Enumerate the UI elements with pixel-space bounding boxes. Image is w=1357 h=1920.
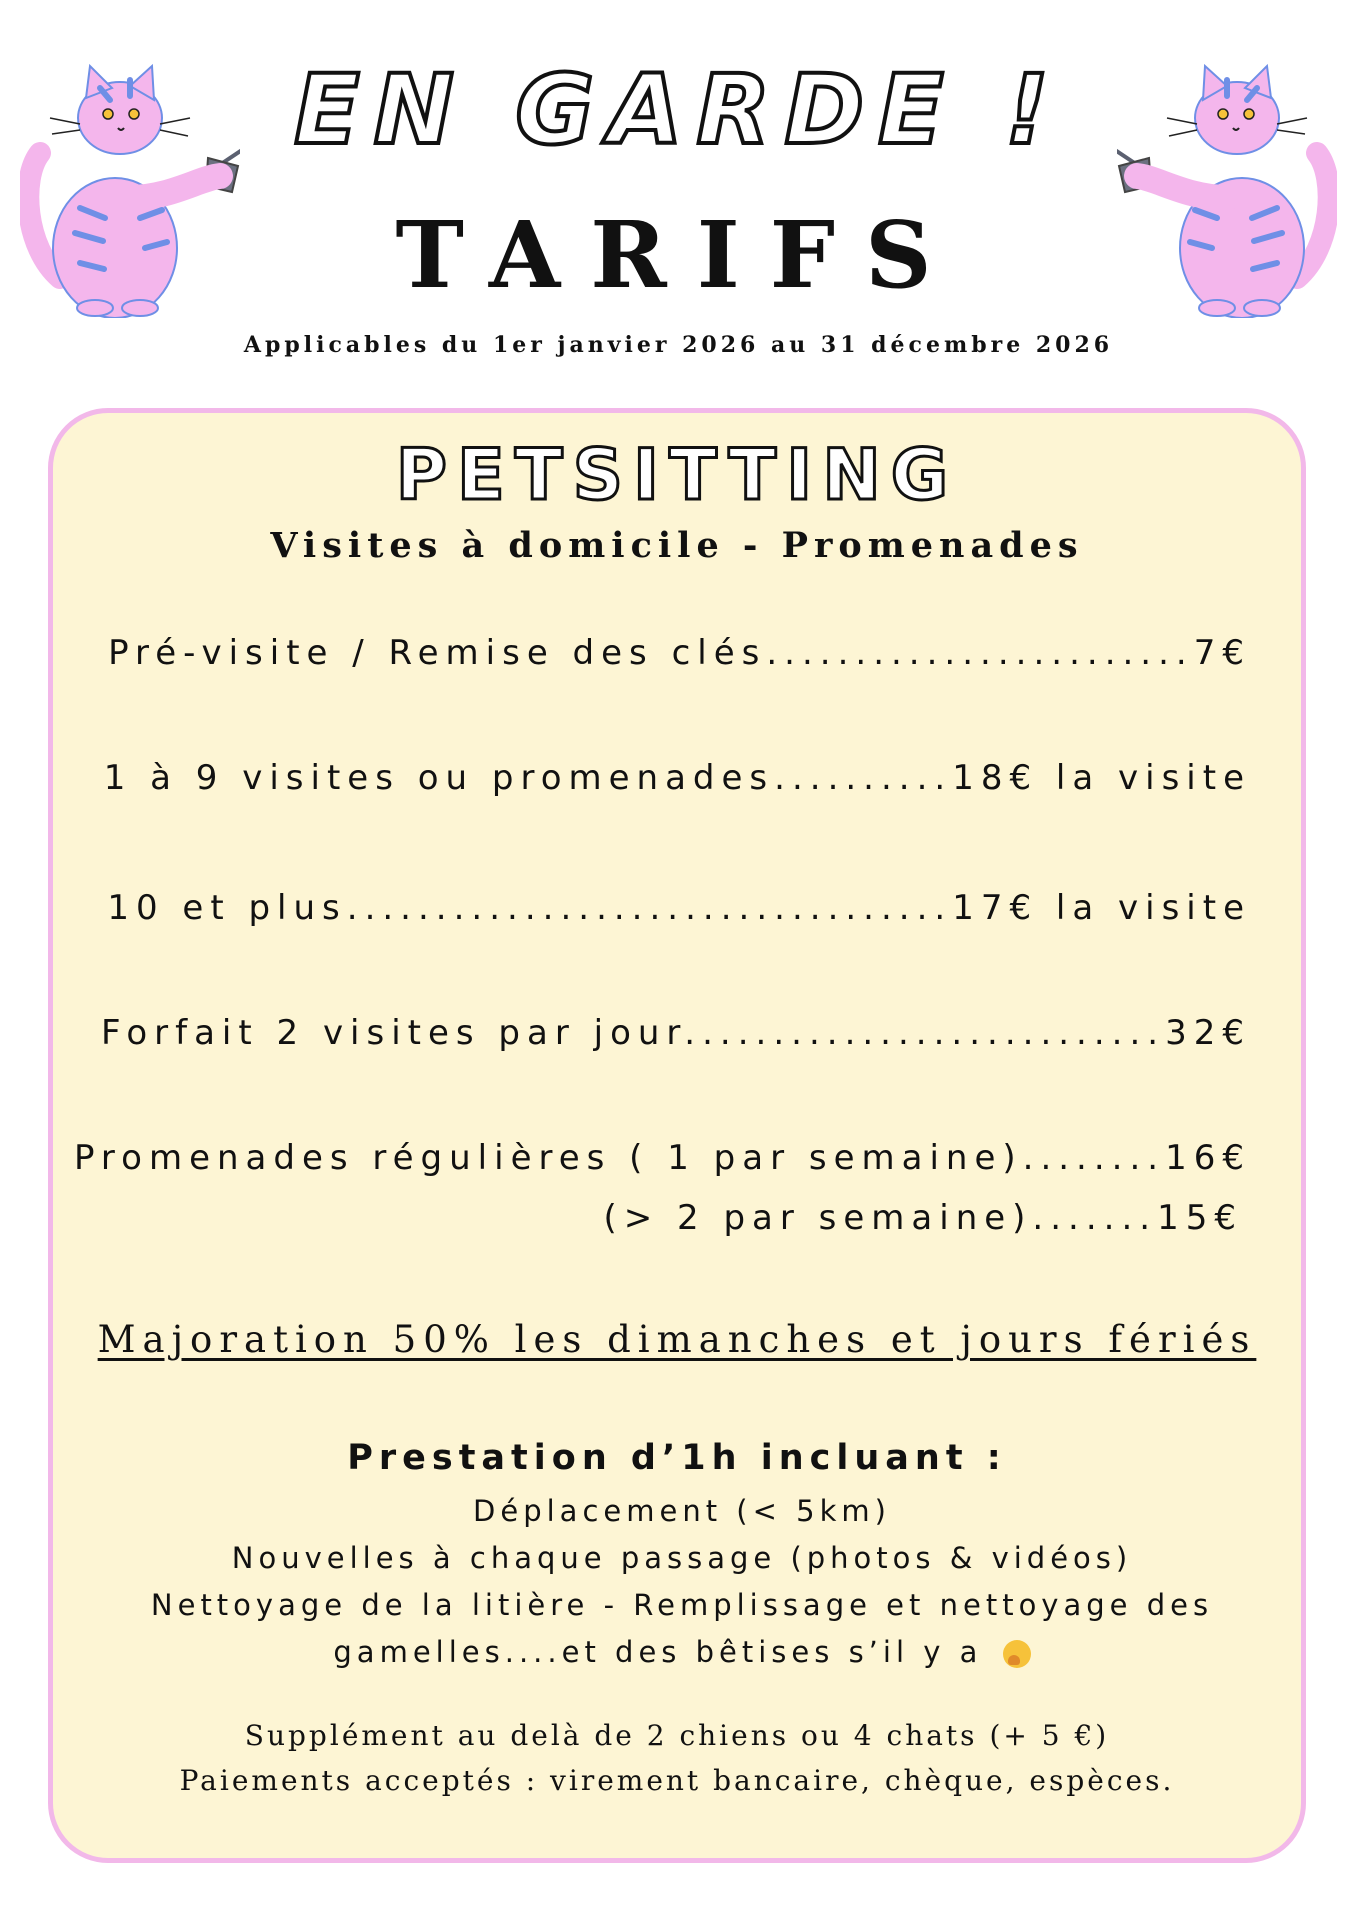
included-item-text: gamelles....et des bêtises s’il y a bbox=[333, 1635, 983, 1669]
included-item: Nettoyage de la litière - Remplissage et nettoyage des bbox=[150, 1588, 1214, 1622]
page-title: TARIFS bbox=[395, 201, 962, 309]
footer-notes bbox=[53, 1713, 1301, 1803]
petsitting-card bbox=[48, 408, 1306, 1863]
included-item: Déplacement (< 5km) bbox=[473, 1494, 891, 1528]
price-line-regular-walks-2: (> 2 par semaine).......15€ bbox=[603, 1198, 1243, 1238]
included-heading: Prestation d’1h incluant : bbox=[347, 1438, 1007, 1478]
section-subtitle: Visites à domicile - Promenades bbox=[270, 525, 1084, 566]
price-line-regular-walks-1: Promenades régulières ( 1 par semaine)........16€ bbox=[74, 1138, 1251, 1178]
price-line-10-plus: 10 et plus..................................17€ la visite bbox=[107, 888, 1251, 928]
holiday-surcharge-note: Majoration 50% les dimanches et jours fériés bbox=[97, 1318, 1257, 1361]
extra-pets-supplement: Supplément au delà de 2 chiens ou 4 chats (+ 5 €) bbox=[244, 1719, 1110, 1752]
included-list bbox=[113, 1488, 1251, 1676]
validity-period: Applicables du 1er janvier 2026 au 31 décembre 2026 bbox=[243, 332, 1114, 358]
face-with-hand-over-mouth-icon bbox=[1003, 1640, 1031, 1668]
price-line-1-to-9-visits: 1 à 9 visites ou promenades..........18€ la visite bbox=[103, 758, 1251, 798]
price-line-2-visits-per-day: Forfait 2 visites par jour...........................32€ bbox=[100, 1013, 1251, 1053]
brand-name: EN GARDE ! bbox=[294, 54, 1063, 166]
price-line-previsit: Pré-visite / Remise des clés........................7€ bbox=[108, 633, 1251, 673]
included-item bbox=[113, 1629, 1251, 1676]
included-item: Nouvelles à chaque passage (photos & vidéos) bbox=[231, 1541, 1133, 1575]
accepted-payments: Paiements acceptés : virement bancaire, chèque, espèces. bbox=[179, 1764, 1175, 1797]
section-title: PETSITTING bbox=[395, 434, 959, 516]
